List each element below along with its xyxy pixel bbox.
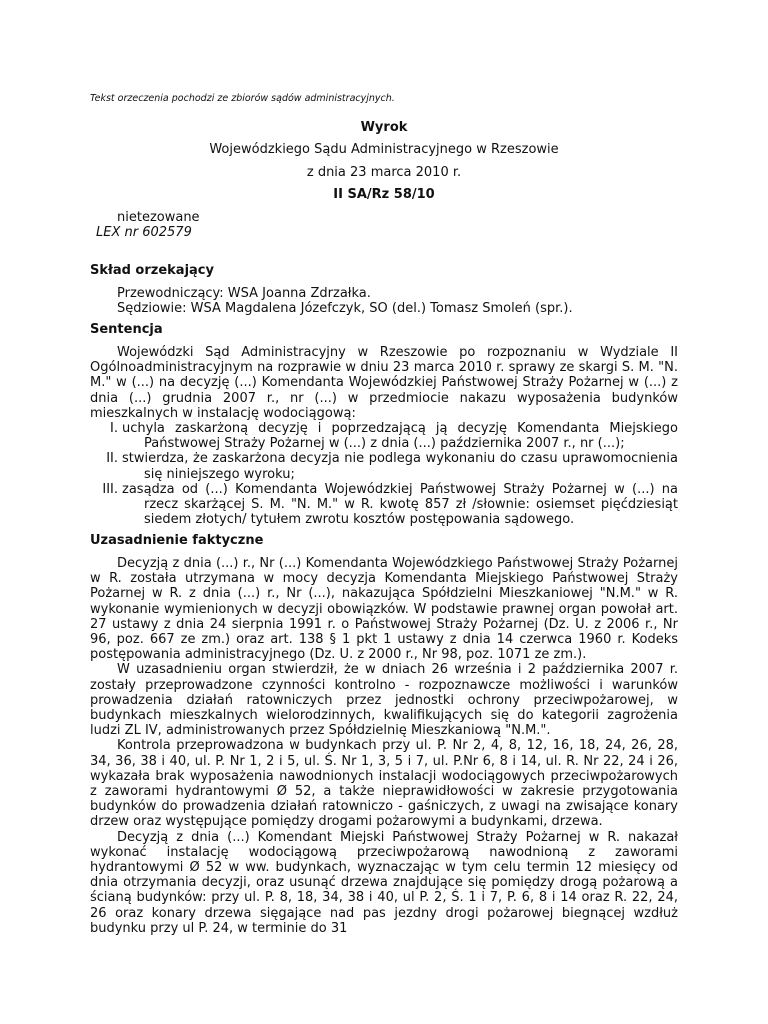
item-number: I. — [110, 421, 118, 436]
sentence-heading: Sentencja — [90, 322, 163, 337]
list-item — [90, 451, 678, 481]
sentence-items — [90, 421, 678, 527]
judgment-date: z dnia 23 marca 2010 r. — [306, 165, 462, 180]
document-title: Wyrok — [360, 120, 408, 135]
justification-paragraph: Decyzją z dnia (...) Komendant Miejski Państwowej Straży Pożarnej w R. nakazał wykonać instalację wodociągową przeciwpożarową nawodnioną z zaworami hydrantowymi Ø 52 w ww. budynkach, wyznaczając w tym celu termin 12 miesięcy od dnia otrzymania decyzji, oraz usunąć drzewa znajdujące się pomiędzy drogą pożarową a ścianą budynków: przy ul. P. 8, 18, 34, 38 i 40, ul P. 2, Ś. 1 i 7, P. 6, 8 i 14 oraz R. 22, 24, 26 oraz konary drzewa sięgające nad pas jezdny drogi pożarowej biegnącej wzdłuż budynku przy ul P. 24, w terminie do 31 — [90, 829, 678, 936]
justification-body — [90, 556, 678, 1024]
case-signature: II SA/Rz 58/10 — [333, 187, 435, 202]
court-name: Wojewódzkiego Sądu Administracyjnego w Rzeszowie — [209, 142, 559, 157]
lex-number: LEX nr 602579 — [96, 225, 192, 240]
justification-paragraph: Decyzją z dnia (...) r., Nr (...) Komendanta Wojewódzkiego Państwowej Straży Pożarnej w R. została utrzymana w mocy decyzja Komendanta Miejskiego Państwowej Straży Pożarnej w R. z dnia (...) r., Nr (...), nakazująca Spółdzielni Mieszkaniowej "N.M." w R. wykonanie wymienionych w decyzji obowiązków. W podstawie prawnej organ powołał art. 27 ustawy z dnia 24 sierpnia 1991 r. o Państwowej Straży Pożarnej (Dz. U. z 2006 r., Nr 96, poz. 667 ze zm.) oraz art. 138 § 1 pkt 1 ustawy z dnia 14 czerwca 1960 r. Kodeks postępowania administracyjnego (Dz. U. z 2000 r., Nr 98, poz. 1071 ze zm.). — [90, 556, 678, 663]
item-text: uchyla zaskarżoną decyzję i poprzedzającą ją decyzję Komendanta Miejskiego Państwowej Straży Pożarnej w (...) z dnia (...) października 2007 r., nr (...); — [122, 421, 678, 452]
judges-line: Sędziowie: WSA Magdalena Józefczyk, SO (del.) Tomasz Smoleń (spr.). — [117, 301, 573, 317]
thesis-status: nietezowane — [117, 210, 200, 225]
item-text: stwierdza, że zaskarżona decyzja nie podlega wykonaniu do czasu uprawomocnienia się niniejszego wyroku; — [122, 451, 678, 482]
list-item — [90, 421, 678, 451]
justification-paragraph: W uzasadnieniu organ stwierdził, że w dniach 26 września i 2 października 2007 r. zostały przeprowadzone czynności kontrolno - rozpoznawcze możliwości i warunków prowadzenia działań ratowniczych przez jednostki ochrony przeciwpożarowej, w budynkach mieszkalnych wielorodzinnych, kwalifikujących się do kategorii zagrożenia ludzi ZL IV, administrowanych przez Spółdzielnię Mieszkaniową "N.M.". — [90, 662, 678, 739]
list-item — [90, 482, 678, 528]
source-note: Tekst orzeczenia pochodzi ze zbiorów sądów administracyjnych. — [90, 93, 395, 104]
chair-line: Przewodniczący: WSA Joanna Zdrzałka. — [117, 286, 371, 301]
item-text: zasądza od (...) Komendanta Wojewódzkiej Państwowej Straży Pożarnej w (...) na rzecz skarżącej S. M. "N. M." w R. kwotę 857 zł /słownie: osiemset pięćdziesiąt siedem złotych/ tytułem zwrotu kosztów postępowania sądowego. — [122, 481, 678, 528]
item-number: II. — [106, 451, 118, 467]
item-number: III. — [102, 481, 118, 497]
justification-paragraph: Kontrola przeprowadzona w budynkach przy ul. P. Nr 2, 4, 8, 12, 16, 18, 24, 26, 28, 34, 36, 38 i 40, ul. P. Nr 1, 2 i 5, ul. Ś. Nr 1, 3, 5 i 7, ul. P.Nr 6, 8 i 14, ul. R. Nr 22, 24 i 26, wykazała brak wyposażenia nawodnionych instalacji wodociągowych przeciwpożarowych z zaworami hydrantowymi Ø 52, a także nieprawidłowości w zakresie przygotowania budynków do prowadzenia działań ratowniczo - gaśniczych, z uwagi na zwisające konary drzew oraz występujące pomiędzy drogami pożarowymi a budynkami, drzewa. — [90, 738, 678, 830]
composition-heading: Skład orzekający — [90, 263, 214, 278]
court-composition — [117, 286, 573, 316]
justification-heading: Uzasadnienie faktyczne — [90, 533, 264, 548]
sentence-intro: Wojewódzki Sąd Administracyjny w Rzeszowie po rozpoznaniu w Wydziale II Ogólnoadministracyjnym na rozprawie w dniu 23 marca 2010 r. sprawy ze skargi S. M. "N. M." w (...) na decyzję (...) Komendanta Wojewódzkiej Państwowej Straży Pożarnej w (...) z dnia (...) grudnia 2007 r., nr (...) w przedmiocie nakazu wyposażenia budynków mieszkalnych w instalację wodociągową: — [90, 345, 678, 421]
